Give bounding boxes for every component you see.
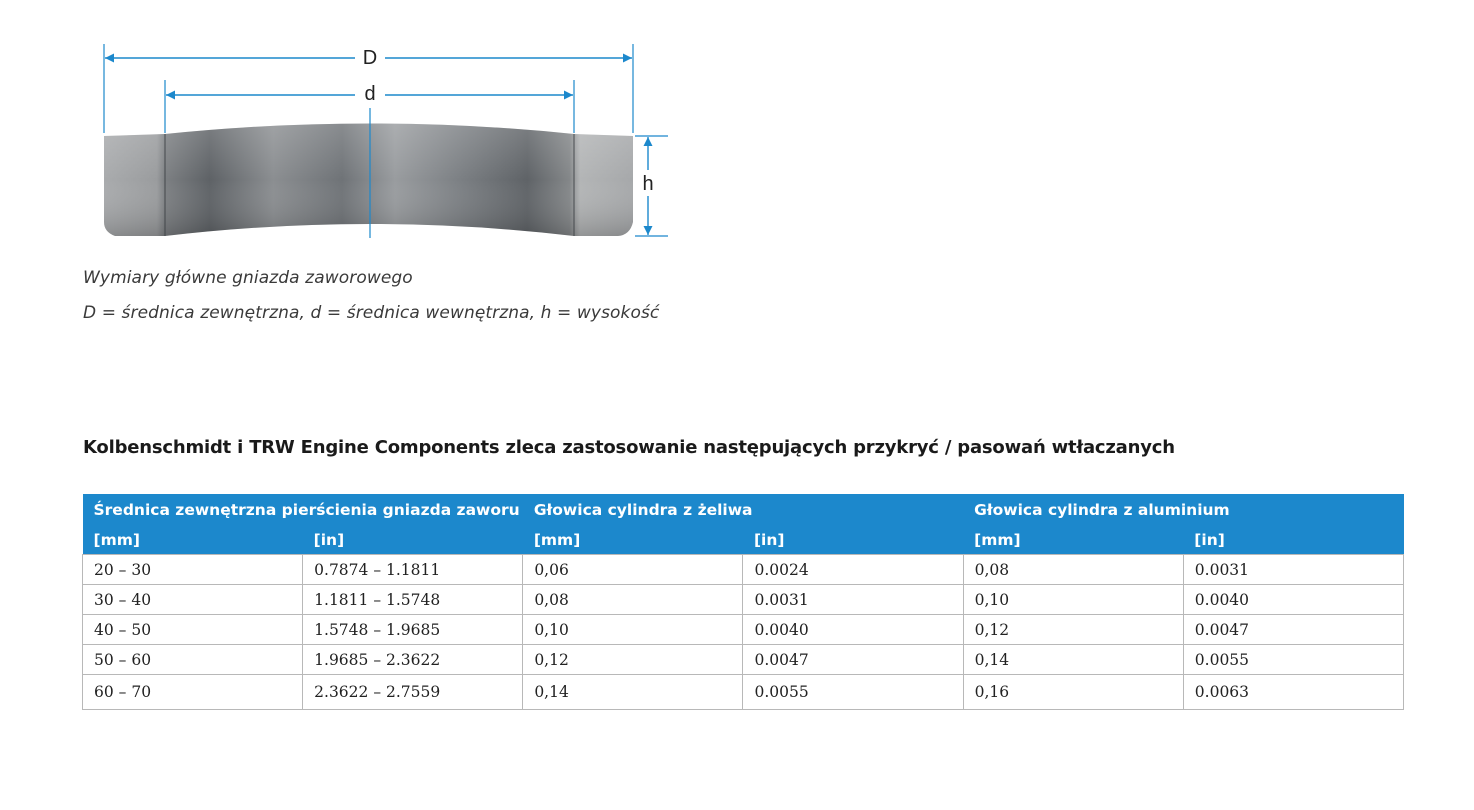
table-cell: 60 – 70 bbox=[83, 675, 303, 710]
label-h: h bbox=[642, 173, 654, 195]
table-row bbox=[83, 555, 1404, 585]
unit-header: [mm] bbox=[963, 525, 1183, 555]
table-cell: 2.3622 – 2.7559 bbox=[303, 675, 523, 710]
table-cell: 20 – 30 bbox=[83, 555, 303, 585]
table-row bbox=[83, 645, 1404, 675]
table-cell: 0,16 bbox=[963, 675, 1183, 710]
height-dimension bbox=[635, 136, 668, 236]
table-cell: 0.0031 bbox=[743, 585, 963, 615]
table-cell: 0,12 bbox=[523, 645, 743, 675]
unit-header: [in] bbox=[303, 525, 523, 555]
section-heading: Kolbenschmidt i TRW Engine Components zleca zastosowanie następujących przykryć / pasowań wtłaczanych bbox=[83, 437, 1175, 458]
unit-header: [mm] bbox=[523, 525, 743, 555]
table-cell: 0,06 bbox=[523, 555, 743, 585]
table-cell: 0.0055 bbox=[743, 675, 963, 710]
caption-line-1: Wymiary główne gniazda zaworowego bbox=[83, 268, 413, 288]
table-cell: 0,14 bbox=[963, 645, 1183, 675]
table-cell: 1.1811 – 1.5748 bbox=[303, 585, 523, 615]
table-unit-header bbox=[83, 525, 1404, 555]
label-D: D bbox=[362, 47, 378, 69]
table-cell: 40 – 50 bbox=[83, 615, 303, 645]
table-cell: 0.0047 bbox=[743, 645, 963, 675]
table-cell: 0,08 bbox=[963, 555, 1183, 585]
label-d: d bbox=[364, 83, 376, 105]
table-cell: 50 – 60 bbox=[83, 645, 303, 675]
table-cell: 30 – 40 bbox=[83, 585, 303, 615]
table-cell: 0.0040 bbox=[743, 615, 963, 645]
caption-line-2: D = średnica zewnętrzna, d = średnica wewnętrzna, h = wysokość bbox=[83, 303, 660, 323]
header-cast-iron-head: Głowica cylindra z żeliwa bbox=[523, 494, 963, 525]
table-cell: 0.0024 bbox=[743, 555, 963, 585]
table-row bbox=[83, 585, 1404, 615]
table-cell: 0,08 bbox=[523, 585, 743, 615]
table-cell: 0.0031 bbox=[1183, 555, 1403, 585]
table-cell: 1.9685 – 2.3622 bbox=[303, 645, 523, 675]
table-cell: 0.7874 – 1.1811 bbox=[303, 555, 523, 585]
table-cell: 1.5748 – 1.9685 bbox=[303, 615, 523, 645]
table-cell: 0,10 bbox=[523, 615, 743, 645]
valve-seat-ring bbox=[104, 108, 633, 238]
table-row bbox=[83, 615, 1404, 645]
header-aluminium-head: Głowica cylindra z aluminium bbox=[963, 494, 1403, 525]
valve-seat-diagram bbox=[0, 0, 700, 250]
table-cell: 0,14 bbox=[523, 675, 743, 710]
table-row bbox=[83, 675, 1404, 710]
table-cell: 0.0055 bbox=[1183, 645, 1403, 675]
table-cell: 0,10 bbox=[963, 585, 1183, 615]
header-outer-diameter: Średnica zewnętrzna pierścienia gniazda zaworu bbox=[83, 494, 523, 525]
table-cell: 0.0063 bbox=[1183, 675, 1403, 710]
unit-header: [mm] bbox=[83, 525, 303, 555]
unit-header: [in] bbox=[743, 525, 963, 555]
table-cell: 0.0040 bbox=[1183, 585, 1403, 615]
table-cell: 0.0047 bbox=[1183, 615, 1403, 645]
table-cell: 0,12 bbox=[963, 615, 1183, 645]
interference-fit-table bbox=[82, 494, 1404, 710]
unit-header: [in] bbox=[1183, 525, 1403, 555]
table-group-header bbox=[83, 494, 1404, 525]
